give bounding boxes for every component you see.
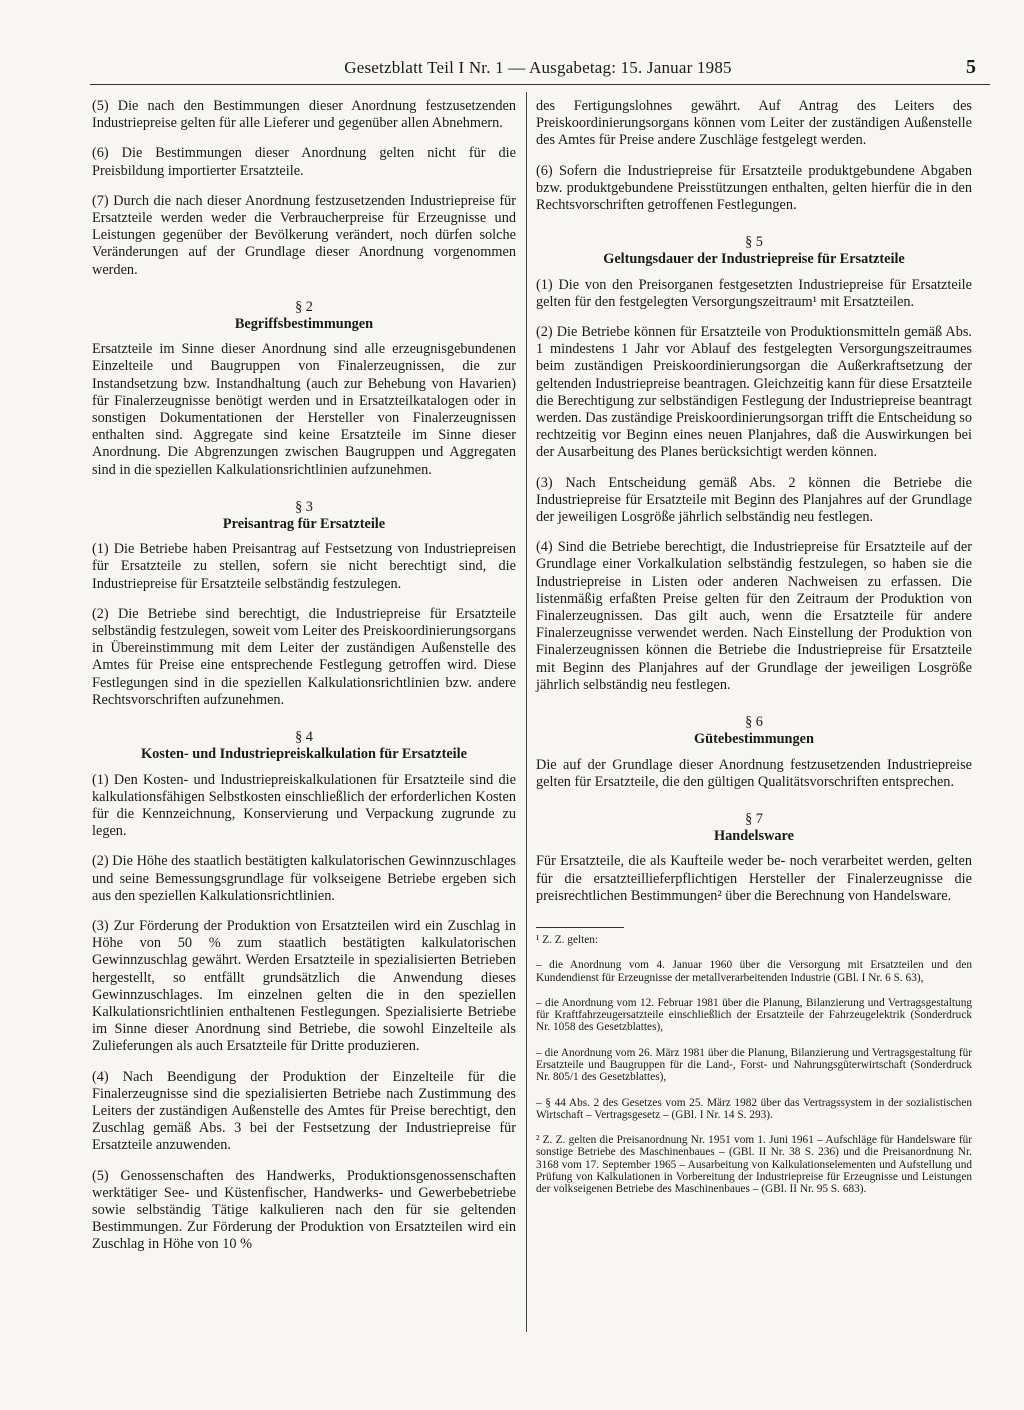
section-heading: Preisantrag für Ersatzteile [222, 516, 386, 533]
paragraph: (5) Die nach den Bestimmungen dieser Anordnung festzusetzenden Industriepreise gelten für alle Lieferer und gegenüber allen Abnehmern. [92, 98, 516, 132]
left-column [92, 98, 516, 1267]
page-header [92, 58, 984, 84]
footnote: – § 44 Abs. 2 des Gesetzes vom 25. März 1982 über das Vertragssystem in der sozialistischen Wirtschaft – Vertragsgesetz – (GBl. I Nr. 14 S. 293). [536, 1096, 972, 1121]
paragraph: (4) Sind die Betriebe berechtigt, die Industriepreise für Ersatzteile auf der Grundlage einer Vorkalkulation selbständig festzulegen, so haben sie die Industriepreise in Listen oder anderen Nachweisen zu erfassen. Die listenmäßig erfaßten Preise gelten für den Zeitraum der Produktion von Finalerzeugnissen. Das gilt auch, wenn die Ersatzteile für andere Finalerzeugnisse verwendet werden. Nach Einstellung der Produktion von Finalerzeugnissen können die Betriebe die Industriepreise für Ersatzteile mit Beginn des Planjahres auf der Grundlage der jeweiligen Losgröße jährlich selbständig neu festlegen. [536, 539, 972, 693]
right-column-body [536, 98, 972, 905]
header-rule [90, 84, 990, 85]
paragraph: (6) Die Bestimmungen dieser Anordnung gelten nicht für die Preisbildung importierter Ersatzteile. [92, 145, 516, 179]
section-number: § 4 [295, 729, 313, 746]
footnote: – die Anordnung vom 4. Januar 1960 über die Versorgung mit Ersatzteilen und den Kundendienst für Erzeugnisse der metallverarbeitenden Industrie (GBl. I Nr. 6 S. 63), [536, 959, 972, 984]
page-number: 5 [966, 56, 976, 78]
section-number: § 3 [295, 498, 313, 515]
footnote-rule [536, 927, 624, 928]
section-number: § 7 [745, 810, 763, 827]
section-heading: Gütebestimmungen [694, 731, 814, 748]
section-number: § 2 [295, 298, 313, 315]
paragraph: (3) Nach Entscheidung gemäß Abs. 2 können die Betriebe die Industriepreise für Ersatzteile mit Beginn des Planjahres auf der Grundlage der jeweiligen Losgröße jährlich selbständig neu festlegen. [536, 474, 972, 526]
paragraph: Für Ersatzteile, die als Kaufteile weder be- noch verarbeitet werden, gelten für die ersatzteillieferpflichtigen Hersteller der Finalerzeugnisse die preisrechtlichen Bestimmungen² über die Berechnung von Handelsware. [536, 853, 972, 904]
paragraph: (5) Genossenschaften des Handwerks, Produktionsgenossenschaften werktätiger See- und Küstenfischer, Handwerks- und Gewerbebetriebe sowie selbständig Tätige kalkulieren nach den für sie geltenden Bestimmungen. Zur Förderung der Produktion von Ersatzteilen wird ein Zuschlag in Höhe von 10 % [92, 1167, 516, 1253]
column-divider [526, 92, 527, 1332]
paragraph: (1) Die von den Preisorganen festgesetzten Industriepreise für Ersatzteile gelten für den festgelegten Versorgungszeitraum¹ mit Ersatzteilen. [536, 276, 972, 310]
paragraph: (2) Die Höhe des staatlich bestätigten kalkulatorischen Gewinnzuschlages und seine Bemessungsgrundlage für volkseigene Betriebe ergeben sich aus den speziellen Kalkulationsrichtlinien. [92, 853, 516, 904]
footnote: – die Anordnung vom 12. Februar 1981 über die Planung, Bilanzierung und Vertragsgestaltung für Kraftfahrzeugersatzteile einschließlich der Ersatzteile der Fahrzeugelektrik (Sonderdruck Nr. 1058 des Gesetzblattes), [536, 996, 972, 1034]
section-heading: Kosten- und Industriepreiskalkulation für Ersatzteile [141, 746, 467, 763]
footnote: – die Anordnung vom 26. März 1981 über die Planung, Bilanzierung und Vertragsgestaltung für Ersatzteile und Baugruppen für die Land-, Forst- und Nahrungsgüterwirtschaft (Sonderdruck Nr. 805/1 des Gesetzblattes), [536, 1046, 972, 1084]
paragraph: (4) Nach Beendigung der Produktion der Einzelteile für die Finalerzeugnisse sind die spezialisierten Betriebe nach Zustimmung des Leiters der zuständigen Außenstelle des Amtes für Preise berechtigt, den Zuschlag gemäß Abs. 3 bei der Festsetzung der Industriepreise für Ersatzteile anzuwenden. [92, 1068, 516, 1154]
section-heading: Geltungsdauer der Industriepreise für Ersatzteile [603, 251, 905, 268]
paragraph: (3) Zur Förderung der Produktion von Ersatzteilen wird ein Zuschlag in Höhe von 50 % zum staatlich bestätigten kalkulatorischen Gewinnzuschlag gewährt. Werden Ersatzteile in spezialisierten Betrieben hergestellt, so entfällt grundsätzlich die Anwendung dieses Gewinnzuschlages. Im einzelnen gelten die in den speziellen Kalkulationsrichtlinien enthaltenen Festlegungen. Spezialisierte Betriebe im Sinne dieser Anordnung sind Betriebe, die sowohl Einzelteile als Zulieferungen als auch Ersatzteile für Dritte produzieren. [92, 917, 516, 1055]
paragraph: (2) Die Betriebe sind berechtigt, die Industriepreise für Ersatzteile selbständig festzulegen, soweit vom Leiter des Preiskoordinierungsorgans in Übereinstimmung mit dem Leiter der zuständigen Außenstelle des Amtes für Preise eine entsprechende Festlegung getroffen wird. Diese Festlegungen sind in die speziellen Kalkulationsrichtlinien bzw. andere Rechtsvorschriften aufzunehmen. [92, 605, 516, 708]
section-number: § 6 [745, 714, 763, 731]
paragraph: des Fertigungslohnes gewährt. Auf Antrag des Leiters des Preiskoordinierungsorgans können vom Leiter der zuständigen Außenstelle des Amtes für Preise andere Zuschläge festgelegt werden. [536, 98, 972, 149]
paragraph: (6) Sofern die Industriepreise für Ersatzteile produktgebundene Abgaben bzw. produktgebundene Preisstützungen enthalten, gelten hierfür die in den Rechtsvorschriften getroffenen Festlegungen. [536, 162, 972, 214]
gazette-title: Gesetzblatt Teil I Nr. 1 — Ausgabetag: 15. Januar 1985 [344, 58, 732, 77]
footnote: ² Z. Z. gelten die Preisanordnung Nr. 1951 vom 1. Juni 1961 – Aufschläge für Handelsware für sonstige Betriebe des Maschinenbaues – (GBl. II Nr. 38 S. 236) und die Preisanordnung Nr. 3168 vom 17. September 1965 – Ausarbeitung von Kalkulationselementen und Aufstellung und Prüfung von Kalkulationen in Vorbereitung der Industriepreise für Erzeugnisse und Leistungen der volkseigenen Betriebe des Maschinenbaues – (GBl. II Nr. 95 S. 683). [536, 1134, 972, 1196]
paragraph: (7) Durch die nach dieser Anordnung festzusetzenden Industriepreise für Ersatzteile werden weder die Verbraucherpreise für Erzeugnisse und Leistungen gegenüber der Bevölkerung verändert, noch dürfen solche Veränderungen auf der Grundlage dieser Anordnung vorgenommen werden. [92, 192, 516, 278]
footnotes [536, 934, 972, 1196]
paragraph: Ersatzteile im Sinne dieser Anordnung sind alle erzeugnisgebundenen Einzelteile und Baugruppen von Finalerzeugnissen, die zur Instandsetzung bzw. Instandhaltung (auch zur Behebung von Havarien) für Finalerzeugnisse benötigt werden und in Ersatzteilkatalogen oder in sonstigen Dokumentationen der Hersteller von Finalerzeugnissen enthalten sind. Aggregate sind keine Ersatzteile im Sinne dieser Anordnung. Die Abgrenzungen zwischen Baugruppen und Aggregaten sind in die speziellen Kalkulationsrichtlinien aufzunehmen. [92, 341, 516, 478]
right-column [536, 98, 972, 1209]
section-heading: Begriffsbestimmungen [234, 316, 374, 333]
section-number: § 5 [745, 234, 763, 251]
paragraph: (2) Die Betriebe können für Ersatzteile von Produktionsmitteln gemäß Abs. 1 mindestens 1 Jahr vor Ablauf des festgelegten Versorgungszeitraumes beim zuständigen Preiskoordinierungsorgan die Außerkraftsetzung der geltenden Industriepreise beantragen. Gleichzeitig kann für diese Ersatzteile die Berechtigung zur selbständigen Festlegung der Industriepreise beantragt werden. Das zuständige Preiskoordinierungsorgan trifft die Entscheidung so rechtzeitig vor Beginn eines neuen Planjahres, daß die Auswirkungen bei der Ausarbeitung des Planes berücksichtigt werden können. [536, 324, 972, 461]
footnote: ¹ Z. Z. gelten: [536, 933, 599, 946]
paragraph: (1) Die Betriebe haben Preisantrag auf Festsetzung von Industriepreisen für Ersatzteile zu stellen, sofern sie nicht berechtigt sind, die Industriepreise für Ersatzteile selbständig festzulegen. [92, 541, 516, 592]
paragraph: Die auf der Grundlage dieser Anordnung festzusetzenden Industriepreise gelten für Ersatzteile, die den gültigen Qualitätsvorschriften entsprechen. [536, 756, 972, 790]
paragraph: (1) Den Kosten- und Industriepreiskalkulationen für Ersatzteile sind die kalkulationsfähigen Selbstkosten einschließlich der erforderlichen Kosten für die Kennzeichnung, Konservierung und Verpackung zugrunde zu legen. [92, 771, 516, 840]
section-heading: Handelsware [714, 828, 794, 845]
